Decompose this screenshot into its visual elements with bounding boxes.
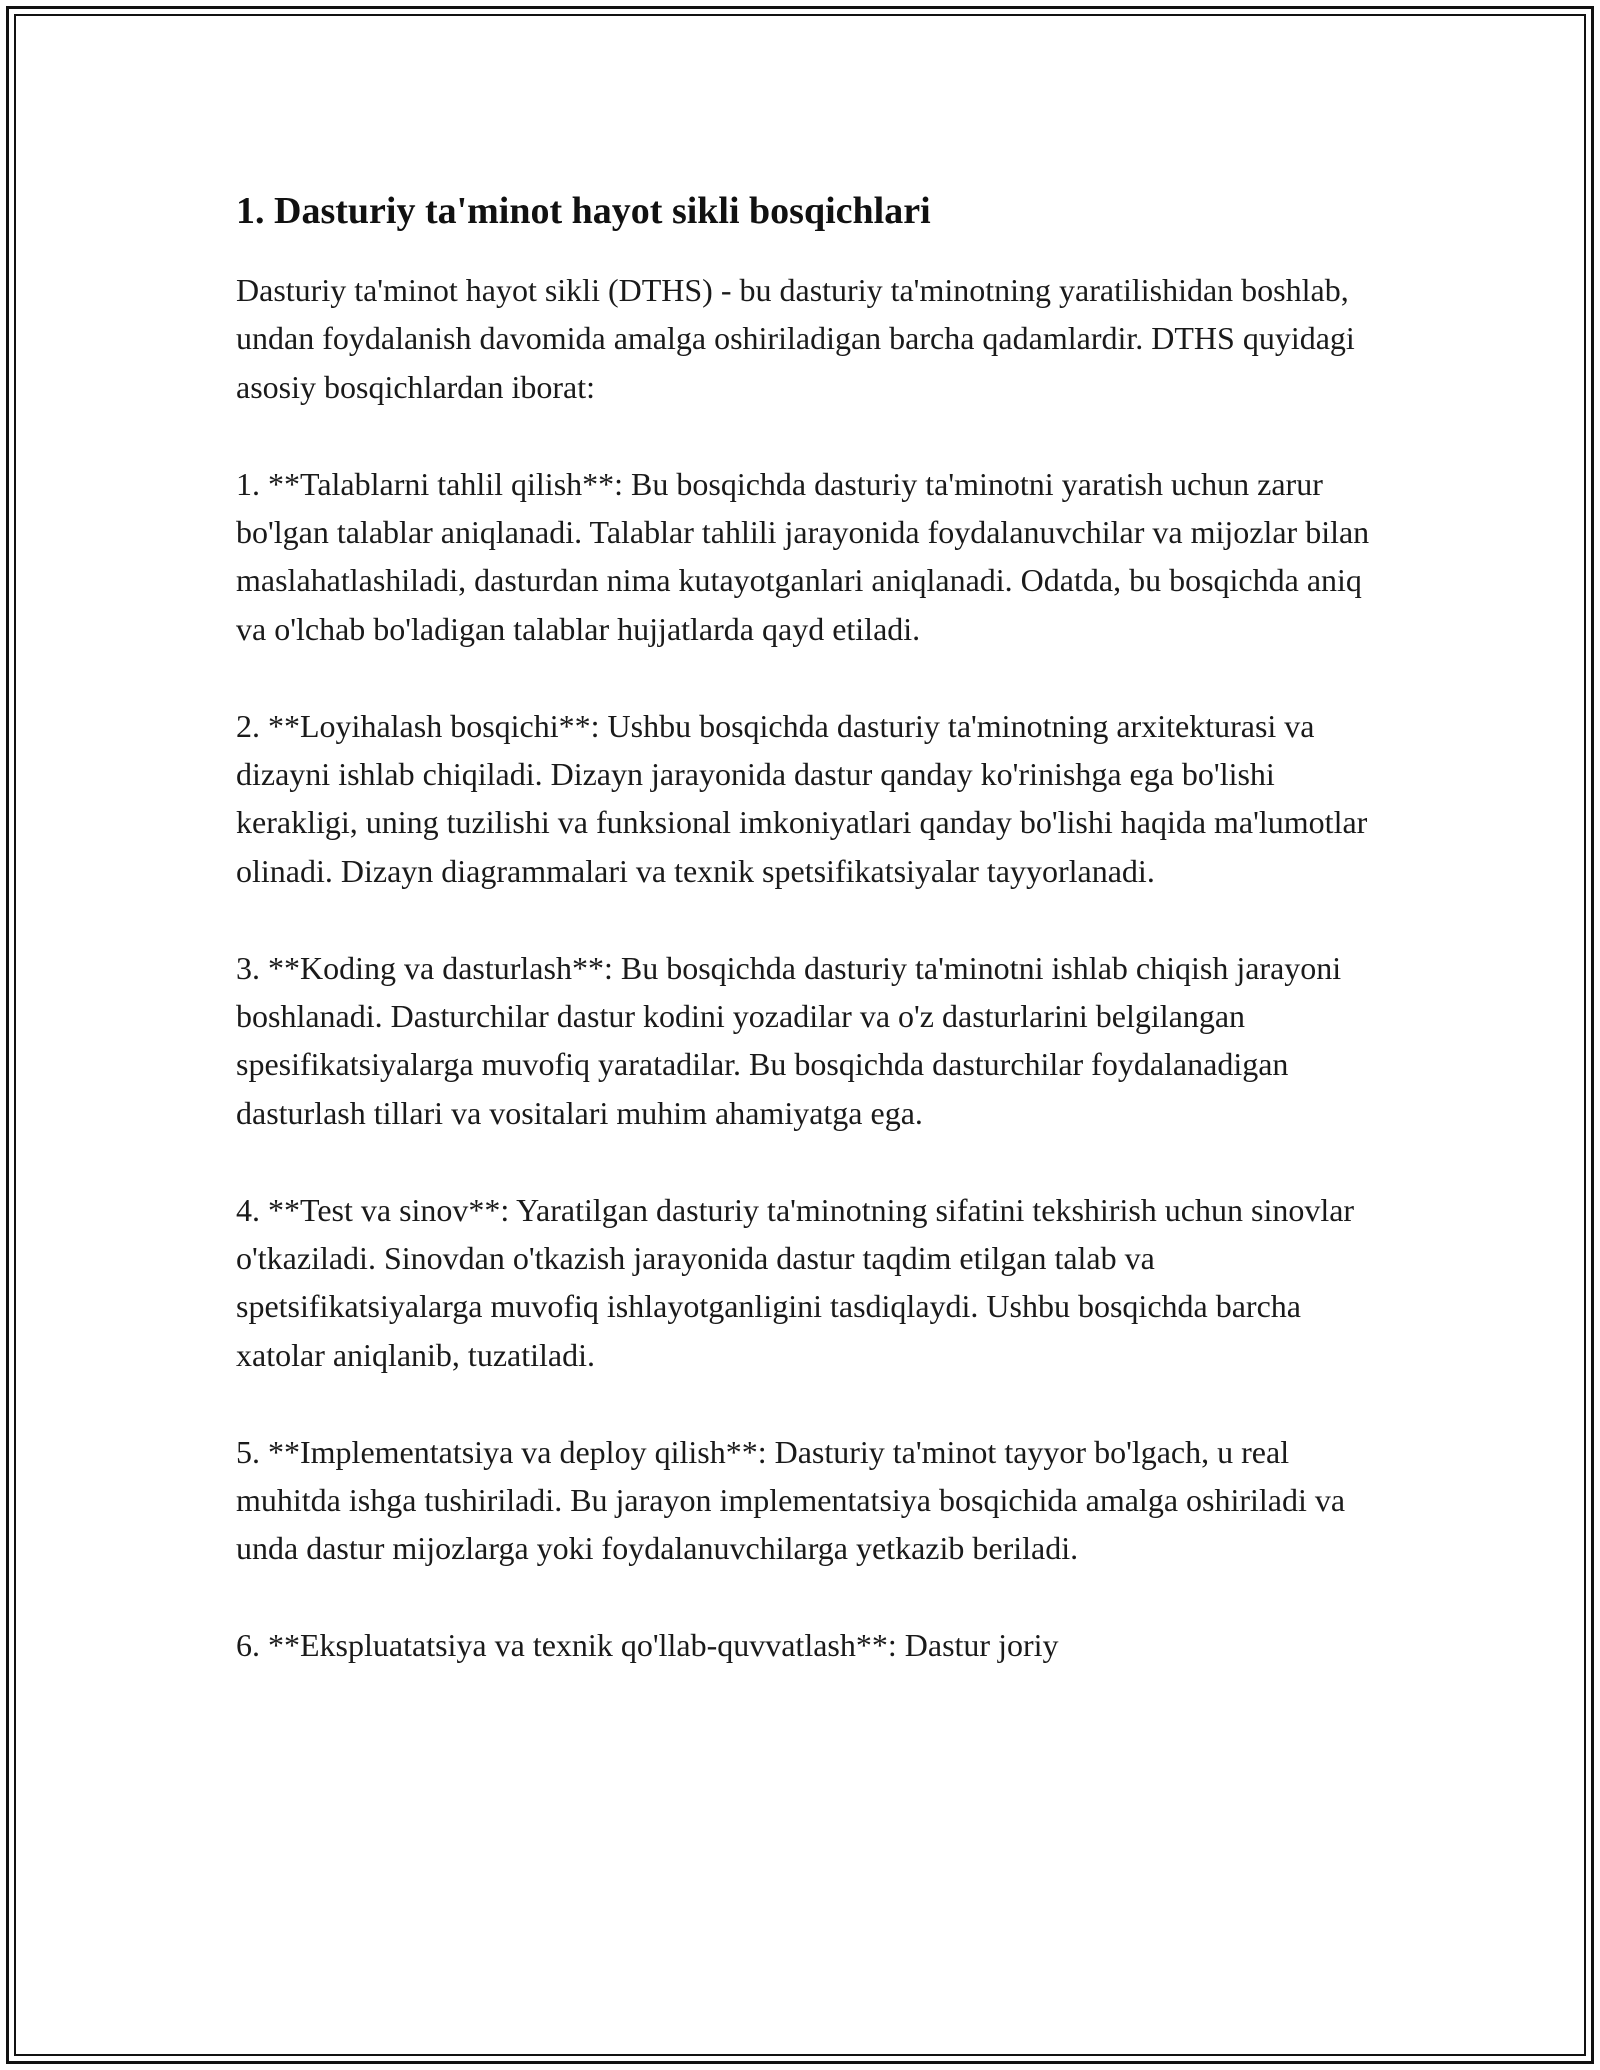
stage-2-paragraph: 2. **Loyihalash bosqichi**: Ushbu bosqichda dasturiy ta'minotning arxitekturasi va dizayni ishlab chiqiladi. Dizayn jarayonida dastur qanday ko'rinishga ega bo'lishi kerakligi, uning tuzilishi va funksional imkoniyatlari qanday bo'lishi haqida ma'lumotlar olinadi. Dizayn diagrammalari va texnik spetsifikatsiyalar tayyorlanadi. <box>236 707 1368 889</box>
stage-6-paragraph: 6. **Ekspluatatsiya va texnik qo'llab-quvvatlash**: Dastur joriy <box>236 1627 1059 1664</box>
stage-4-paragraph: 4. **Test va sinov**: Yaratilgan dasturiy ta'minotning sifatini tekshirish uchun sinovlar o'tkaziladi. Sinovdan o'tkazish jarayonida dastur taqdim etilgan talab va spetsifikatsiyalarga muvofiq ishlayotganligini tasdiqlaydi. Ushbu bosqichda barcha xatolar aniqlanib, tuzatiladi. <box>236 1191 1355 1373</box>
stage-5-paragraph: 5. **Implementatsiya va deploy qilish**: Dasturiy ta'minot tayyor bo'lgach, u real muhitda ishga tushiriladi. Bu jarayon implementatsiya bosqichida amalga oshiriladi va unda dastur mijozlarga yoki foydalanuvchilarga yetkazib beriladi. <box>236 1433 1346 1567</box>
stage-1-paragraph: 1. **Talablarni tahlil qilish**: Bu bosqichda dasturiy ta'minotni yaratish uchun zarur bo'lgan talablar aniqlanadi. Talablar tahlili jarayonida foydalanuvchilar va mijozlar bilan maslahatlashiladi, dasturdan nima kutayotganlari aniqlanadi. Odatda, bu bosqichda aniq va o'lchab bo'ladigan talablar hujjatlarda qayd etiladi. <box>236 465 1370 647</box>
section-heading: 1. Dasturiy ta'minot hayot sikli bosqichlari <box>236 190 931 232</box>
stage-3-paragraph: 3. **Koding va dasturlash**: Bu bosqichda dasturiy ta'minotni ishlab chiqish jarayoni boshlanadi. Dasturchilar dastur kodini yozadilar va o'z dasturlarini belgilangan spesifikatsiyalarga muvofiq yaratadilar. Bu bosqichda dasturchilar foydalanadigan dasturlash tillari va vositalari muhim ahamiyatga ega. <box>236 949 1342 1131</box>
document-body <box>236 186 1396 1718</box>
intro-paragraph: Dasturiy ta'minot hayot sikli (DTHS) - bu dasturiy ta'minotning yaratilishidan boshlab, undan foydalanish davomida amalga oshiriladigan barcha qadamlardir. DTHS quyidagi asosiy bosqichlardan iborat: <box>236 272 1355 405</box>
